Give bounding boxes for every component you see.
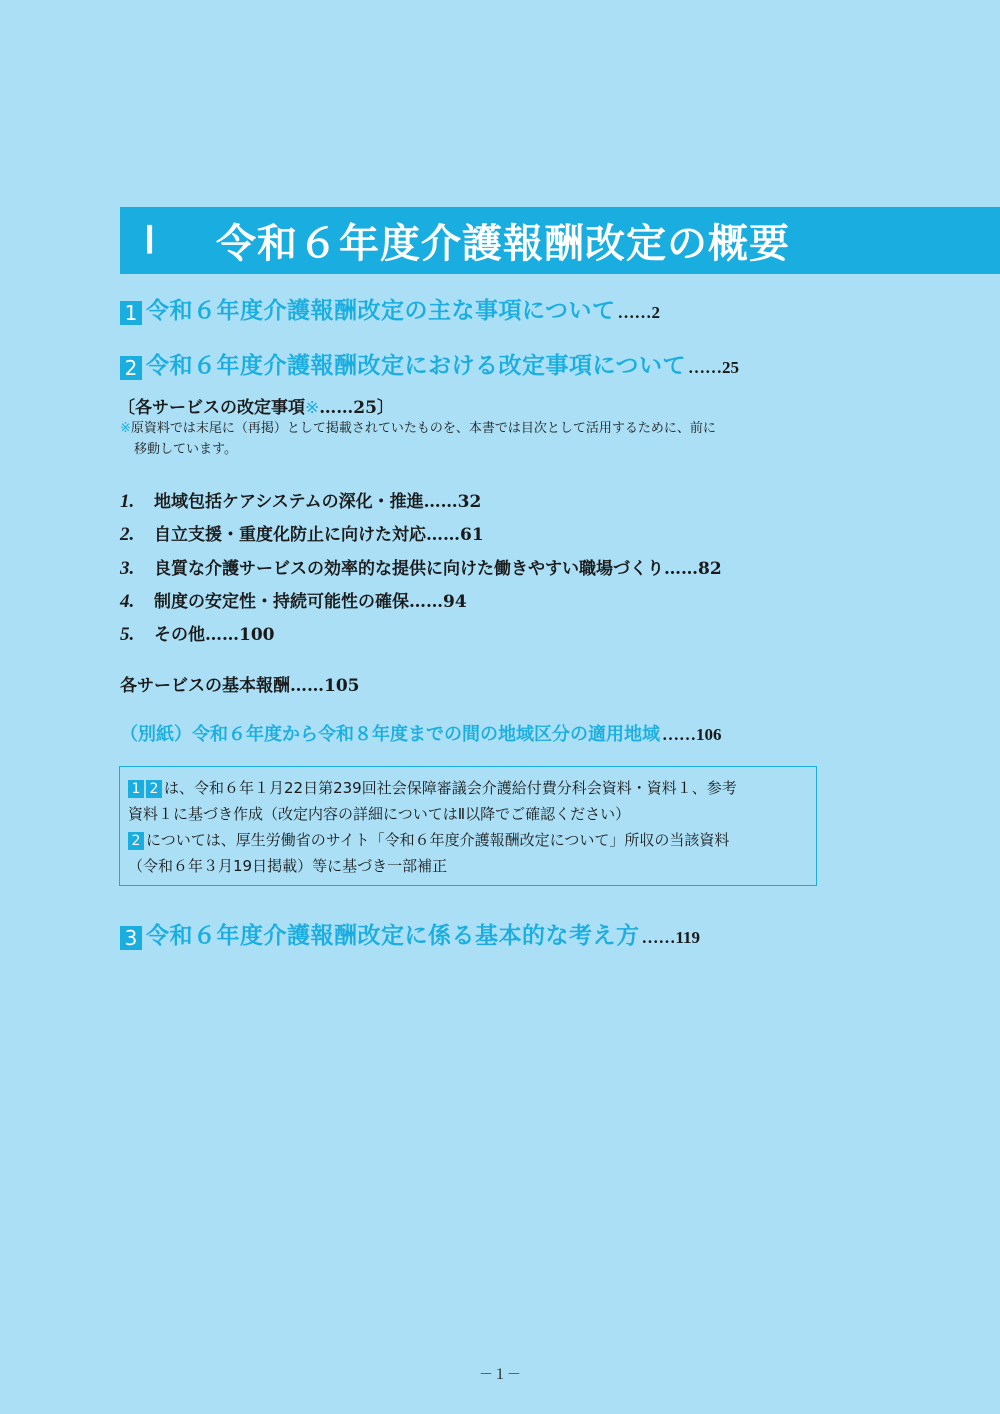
chapter-number: Ⅰ [144, 220, 156, 262]
section-page: ……25 [688, 358, 740, 377]
toc-item-number: 2. [120, 524, 135, 545]
toc-section-2[interactable] [120, 347, 739, 380]
appendix-title: （別紙）令和６年度から令和８年度までの間の地域区分の適用地域 [120, 724, 660, 745]
chapter-title-bar [120, 207, 1000, 274]
toc-item-number: 3. [120, 558, 135, 579]
info-badge: 2 [128, 832, 144, 850]
section-page: ……119 [641, 928, 701, 947]
info-line-2: 資料１に基づき作成（改定内容の詳細についてはⅡ以降でご確認ください） [128, 805, 631, 823]
note [120, 418, 840, 460]
info-badge: 2 [146, 780, 162, 798]
info-line-4: （令和６年３月19日掲載）等に基づき一部補正 [128, 857, 448, 875]
toc-item-number: 4. [120, 591, 135, 612]
section-badge: 2 [120, 356, 142, 380]
toc-item-text: 制度の安定性・持続可能性の確保……94 [154, 592, 467, 612]
info-text: は、令和６年１月22日第239回社会保障審議会介護給付費分科会資料・資料１、参考 [164, 779, 737, 797]
section-badge: 1 [120, 301, 142, 325]
info-text: については、厚生労働省のサイト「令和６年度介護報酬改定について」所収の当該資料 [146, 831, 730, 849]
toc-item-text: その他……100 [154, 625, 275, 645]
section-title: 令和６年度介護報酬改定に係る基本的な考え方 [146, 923, 640, 949]
note-line-2: 移動しています。 [134, 442, 237, 457]
appendix-entry[interactable] [120, 720, 722, 746]
toc-item-text: 良質な介護サービスの効率的な提供に向けた働きやすい職場づくり……82 [154, 559, 722, 579]
toc-section-3[interactable] [120, 917, 700, 950]
toc-item[interactable] [120, 487, 481, 513]
section-title: 令和６年度介護報酬改定の主な事項について [146, 298, 616, 324]
appendix-page: ……106 [662, 725, 722, 744]
toc-item[interactable] [120, 520, 484, 546]
basic-fee-entry[interactable]: 各サービスの基本報酬……105 [120, 676, 360, 696]
info-line-1 [128, 775, 808, 801]
sub-heading[interactable] [118, 393, 394, 418]
toc-item[interactable] [120, 620, 275, 646]
toc-item-number: 5. [120, 624, 135, 645]
section-badge: 3 [120, 926, 142, 950]
section-page: ……2 [617, 303, 661, 322]
chapter-title: 令和６年度介護報酬改定の概要 [216, 220, 790, 267]
note-mark: ※ [120, 421, 131, 436]
section-title: 令和６年度介護報酬改定における改定事項について [146, 353, 687, 379]
note-line-1: 原資料では末尾に（再掲）として掲載されていたものを、本書では目次として活用するために、前に [130, 421, 716, 436]
sub-heading-close: ……25〕 [319, 398, 394, 418]
toc-item-text: 自立支援・重度化防止に向けた対応……61 [154, 525, 484, 545]
toc-item[interactable] [120, 554, 722, 580]
info-line-3 [128, 827, 808, 853]
toc-item-number: 1. [120, 491, 135, 512]
page-number: －１－ [479, 1367, 521, 1383]
sub-heading-open: 〔各サービスの改定事項 [118, 398, 305, 418]
info-box [119, 766, 817, 886]
info-badge: 1 [128, 780, 144, 798]
toc-section-1[interactable] [120, 292, 660, 325]
note-mark: ※ [305, 398, 320, 418]
toc-item-text: 地域包括ケアシステムの深化・推進……32 [154, 492, 482, 512]
toc-item[interactable] [120, 587, 467, 613]
